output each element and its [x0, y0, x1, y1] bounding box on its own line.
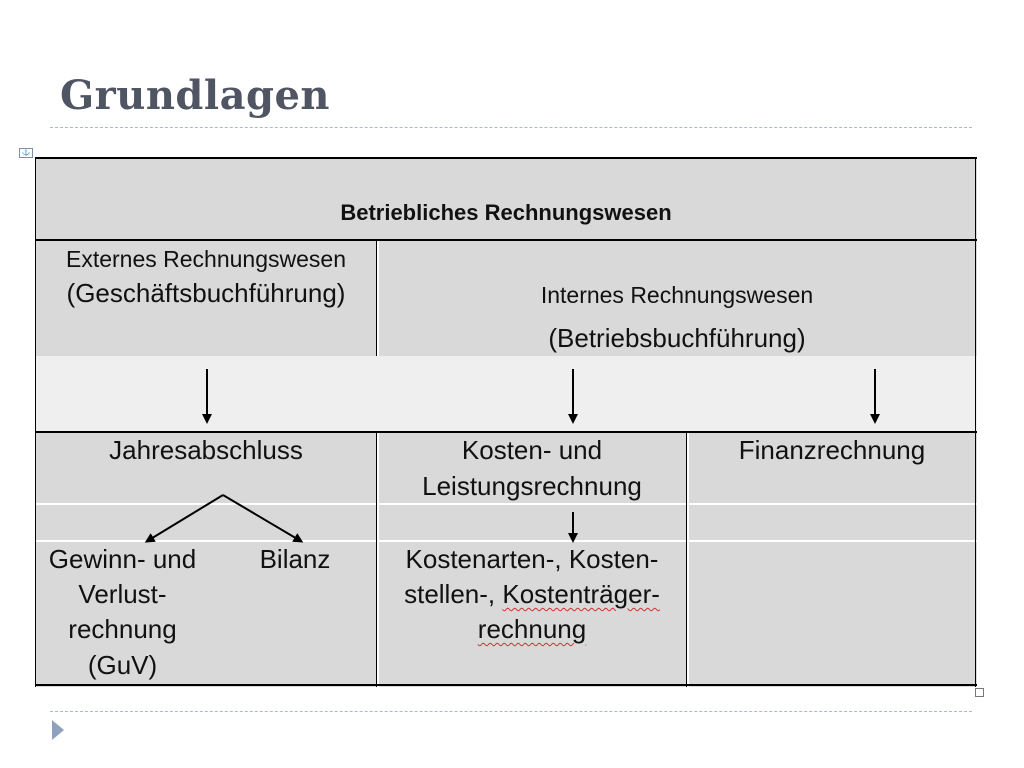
- footer-divider: [50, 711, 972, 712]
- bullet-triangle-icon: [52, 720, 64, 740]
- internes-sub-label: (Betriebsbuchführung): [548, 323, 806, 353]
- jahresabschluss-label: Jahresabschluss: [109, 435, 303, 465]
- rechnungswesen-diagram: [35, 157, 977, 687]
- image-anchor-icon: ⚓: [19, 148, 33, 158]
- kostenstellen-label: stellen-, Kostenträger-: [404, 579, 660, 609]
- guv-label-1: Gewinn- und: [48, 544, 197, 574]
- header-label: Betriebliches Rechnungswesen: [340, 200, 672, 225]
- kostentraeger-label: Kostenträger-: [502, 579, 660, 609]
- externes-sub-label: (Geschäftsbuchführung): [66, 278, 346, 308]
- kostenarten-label: Kostenarten-, Kosten-: [405, 544, 659, 574]
- resize-handle[interactable]: [975, 688, 984, 697]
- guv-label-4: (GuV): [87, 650, 158, 680]
- arrows-layer: [35, 157, 977, 687]
- bilanz-label: Bilanz: [259, 544, 331, 574]
- kosten-label: Kosten- und: [461, 435, 603, 465]
- leistungsrechnung-label: Leistungsrechnung: [422, 471, 642, 501]
- finanzrechnung-label: Finanzrechnung: [738, 435, 926, 465]
- slide-title: Grundlagen: [60, 72, 330, 119]
- kostenrechnung-label: rechnung: [477, 614, 587, 644]
- arrow-bilanz-icon: [223, 495, 299, 540]
- internes-label: Internes Rechnungswesen: [540, 282, 814, 308]
- title-divider: [50, 127, 972, 128]
- externes-label: Externes Rechnungswesen: [66, 246, 346, 272]
- guv-label-2: Verlust-: [78, 579, 167, 609]
- arrow-guv-icon: [149, 495, 223, 540]
- guv-label-3: rechnung: [68, 614, 177, 644]
